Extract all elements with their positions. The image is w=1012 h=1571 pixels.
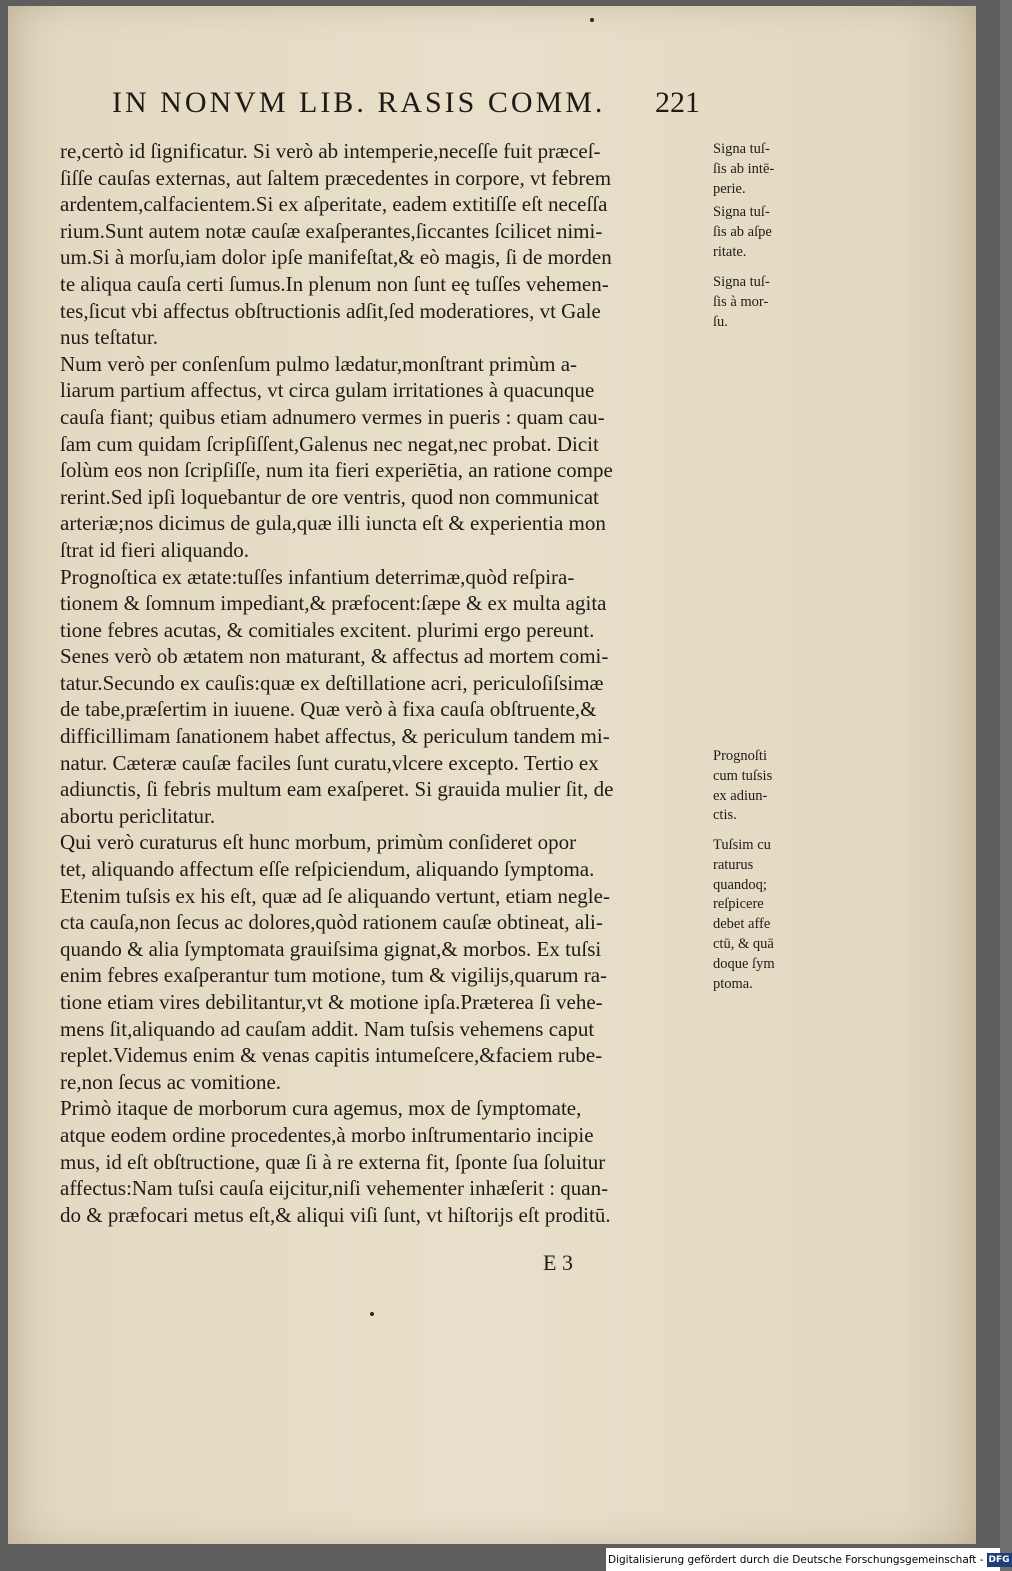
text-line: tione etiam vires debilitantur,vt & motione ipſa.Præterea ſi vehe- — [60, 990, 603, 1014]
margin-note-line: ex adiun- — [713, 787, 768, 804]
margin-note-tussim-curaturus — [713, 836, 823, 994]
text-line: um.Si à morſu,iam dolor ipſe manifeſtat,& eò magis, ſi de morden — [60, 245, 612, 270]
margin-note-line: Prognoſti — [713, 748, 767, 764]
margin-note-line: ſis à mor- — [713, 293, 769, 310]
text-line: Num verò per conſenſum pulmo lædatur,monſtrant primùm a- — [60, 351, 578, 376]
margin-note-signa-asperitate — [713, 203, 823, 262]
text-line: natur. Cæteræ cauſæ faciles ſunt curatu,vlcere excepto. Tertio ex — [60, 750, 599, 775]
ink-mark — [590, 18, 594, 22]
text-line: cta cauſa,non ſecus ac dolores,quòd rationem cauſæ obtineat, ali- — [60, 910, 603, 935]
text-line: rium.Sunt autem notæ cauſæ exaſperantes,ſiccantes ſcilicet nimi- — [60, 218, 603, 243]
text-line: Senes verò ob ætatem non maturant, & affectus ad mortem comi- — [60, 644, 609, 669]
main-text-block — [60, 138, 710, 1228]
text-line: tet, aliquando affectum eſſe reſpiciendum, aliquando ſymptoma. — [60, 857, 595, 882]
text-line: ſam cum quidam ſcripſiſſent,Galenus nec negat,nec probat. Dicit — [60, 431, 599, 456]
text-line: affectus:Nam tuſsi cauſa eijcitur,niſi vehementer inhæſerit : quan- — [60, 1176, 609, 1201]
margin-note-line: Signa tuſ- — [713, 274, 770, 290]
margin-note-line: ctis. — [713, 807, 737, 824]
margin-note-line: quandoq; — [713, 876, 767, 893]
text-line: abortu periclitatur. — [60, 803, 216, 828]
margin-note-line: ſu. — [713, 313, 728, 330]
text-line: mens ſit,aliquando ad cauſam addit. Nam tuſsis vehemens caput — [60, 1016, 595, 1041]
text-line: mus, id eſt obſtructione, quæ ſi à re externa fit, ſponte ſua ſoluitur — [60, 1149, 606, 1174]
page-number: 221 — [655, 86, 700, 119]
margin-note-signa-morsu — [713, 273, 823, 332]
footer-credit-bar — [606, 1548, 1010, 1571]
margin-note-line: cum tuſsis — [713, 767, 773, 784]
footer-credit-text: Digitalisierung gefördert durch die Deutsche Forschungsgemeinschaft - — [608, 1553, 984, 1566]
ink-mark — [370, 1312, 374, 1316]
text-line: replet.Videmus enim & venas capitis intumeſcere,&faciem rube- — [60, 1043, 603, 1068]
running-header: IN NONVM LIB. RASIS COMM. — [112, 86, 606, 119]
text-line: cauſa fiant; quibus etiam adnumero vermes in pueris : quam cau- — [60, 404, 605, 429]
text-line: ſolùm eos non ſcripſiſſe, num ita fieri experiētia, an ratione compe — [60, 458, 613, 483]
margin-note-line: raturus — [713, 856, 754, 873]
text-line: re,non ſecus ac vomitione. — [60, 1069, 282, 1094]
text-line: de tabe,præſertim in iuuene. Quæ verò à fixa cauſa obſtruente,& — [60, 697, 597, 722]
dfg-logo: DFG — [988, 1554, 1010, 1565]
text-line: quando & alia ſymptomata grauiſsima gignat,& morbos. Ex tuſsi — [60, 936, 602, 961]
text-line: arteriæ;nos dicimus de gula,quæ illi iuncta eſt & experientia mon — [60, 511, 606, 536]
margin-note-signa-intemperie — [713, 140, 823, 199]
margin-note-line: Signa tuſ- — [713, 204, 770, 220]
text-line: tatur.Secundo ex cauſis:quæ ex deſtillatione acri, periculoſiſsimæ — [60, 670, 604, 695]
text-line: ſiſſe cauſas externas, aut ſaltem præcedentes in corpore, vt febrem — [60, 165, 612, 190]
text-line: atque eodem ordine procedentes,à morbo inſtrumentario incipie — [60, 1122, 594, 1147]
text-line: tione febres acutas, & comitiales excitent. plurimi ergo pereunt. — [60, 617, 595, 642]
signature-mark: E 3 — [543, 1250, 573, 1275]
text-line: te aliqua cauſa certi ſumus.In plenum non ſunt eę tuſſes vehemen- — [60, 271, 609, 296]
margin-note-line: reſpicere — [713, 896, 764, 913]
text-line: re,certò id ſignificatur. Si verò ab intemperie,neceſſe fuit præceſ- — [60, 139, 601, 163]
margin-note-prognosticum — [713, 747, 823, 826]
margin-note-line: ptoma. — [713, 975, 753, 992]
text-line: Primò itaque de morborum cura agemus, mox de ſymptomate, — [60, 1096, 582, 1121]
text-line: Prognoſtica ex ætate:tuſſes infantium deterrimæ,quòd reſpira- — [60, 564, 575, 589]
text-line: tes,ſicut vbi affectus obſtructionis adſit,ſed moderatiores, vt Gale — [60, 298, 601, 323]
margin-note-line: Tuſsim cu — [713, 837, 771, 853]
text-line: liarum partium affectus, vt circa gulam irritationes à quacunque — [60, 378, 595, 403]
text-line: nus teſtatur. — [60, 325, 158, 350]
text-line: ſtrat id fieri aliquando. — [60, 537, 249, 562]
text-line: tionem & ſomnum impediant,& præfocent:ſæpe & ex multa agita — [60, 591, 607, 616]
margin-note-line: Signa tuſ- — [713, 141, 770, 157]
margin-note-line: ſis ab aſpe — [713, 223, 772, 240]
margin-note-line: ctū, & quā — [713, 935, 774, 952]
text-line: adiunctis, ſi febris multum eam exaſperet. Si grauida mulier ſit, de — [60, 777, 614, 802]
margin-note-line: perie. — [713, 180, 746, 197]
text-line: enim febres exaſperantur tum motione, tum & vigilijs,quarum ra- — [60, 963, 608, 988]
margin-note-line: ritate. — [713, 243, 747, 260]
margin-note-line: ſis ab intē- — [713, 160, 775, 177]
text-line: do & præfocari metus eſt,& aliqui viſi ſunt, vt hiſtorijs eſt proditū. — [60, 1202, 611, 1227]
text-line: ardentem,calfacientem.Si ex aſperitate, eadem extitiſſe eſt neceſſa — [60, 192, 608, 217]
margin-note-line: debet affe — [713, 916, 771, 933]
text-line: rerint.Sed ipſi loquebantur de ore ventris, quod non communicat — [60, 484, 599, 509]
text-line: Etenim tuſsis ex his eſt, quæ ad ſe aliquando vertunt, etiam negle- — [60, 883, 610, 908]
text-line: Qui verò curaturus eſt hunc morbum, primùm conſideret opor — [60, 830, 577, 855]
margin-note-line: doque ſym — [713, 955, 775, 972]
text-line: difficillimam ſanationem habet affectus, & periculum tandem mi- — [60, 724, 610, 749]
